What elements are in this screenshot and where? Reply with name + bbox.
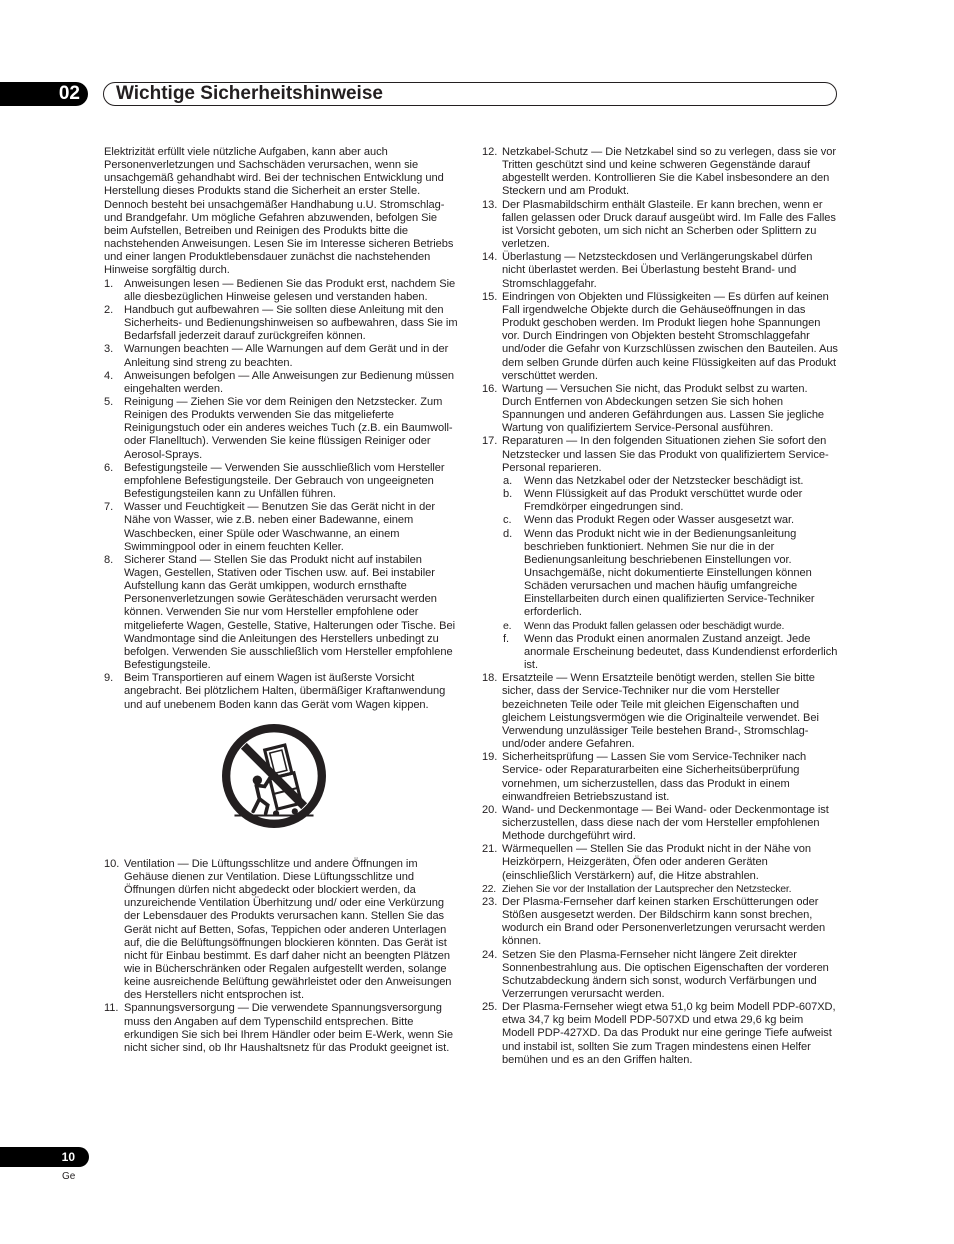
item-number: 2.: [104, 303, 114, 316]
item-number: 18.: [482, 672, 498, 685]
item-number: 10.: [104, 857, 120, 870]
chapter-badge: 02: [0, 82, 88, 106]
list-item: [482, 672, 838, 751]
item-number: 14.: [482, 251, 498, 264]
item-text: Reinigung — Ziehen Sie vor dem Reinigen den Netzstecker. Zum Reinigen des Produkts verwenden Sie das mitgelieferte Reinigungstuch oder ein anderes weiches Tuch (z.B. ein Baumwoll- oder Flanelltuch). Verwenden Sie keine flüssigen Reiniger oder Aerosol-Sprays.: [124, 395, 453, 461]
item-text: Setzen Sie den Plasma-Fernseher nicht längere Zeit direkter Sonnenbestrahlung aus. Die optischen Eigenschaften der vorderen Schutzabdeckung ändern sich sonst, wodurch Verfärbungen und Verzerrungen verursacht werden.: [502, 948, 829, 1000]
item-text: Wärmequellen — Stellen Sie das Produkt nicht in der Nähe von Heizkörpern, Heizgeräten, Öfen oder anderen Geräten (einschließlich Verstärkern) auf, die Hitze abstrahlen.: [502, 843, 812, 882]
item-text: Netzkabel-Schutz — Die Netzkabel sind so zu verlegen, dass sie vor Tritten geschützt sind und keine schweren Gegenstände darauf abgestellt werden. Kontrollieren Sie die Kabel insbesondere an den Steckern und am Produkt.: [502, 146, 836, 198]
item-number: 9.: [104, 672, 114, 685]
list-item: [482, 291, 838, 383]
item-number: 5.: [104, 395, 114, 408]
item-number: 1.: [104, 277, 114, 290]
sub-list-item: [502, 528, 838, 620]
item-number: 16.: [482, 382, 498, 395]
sub-list-item: [502, 514, 838, 527]
item-text: Handbuch gut aufbewahren — Sie sollten diese Anleitung mit den Sicherheits- und Bedienungshinweisen so aufbewahren, dass Sie im Bedarfsfall jederzeit darauf zurückgreifen können.: [124, 303, 458, 343]
sub-item-text: Wenn das Produkt fallen gelassen oder beschädigt wurde.: [524, 619, 785, 632]
item-text: Beim Transportieren auf einem Wagen ist äußerste Vorsicht angebracht. Bei plötzlichem Halten, übermäßiger Kraftanwendung und auf unebenem Boden kann das Gerät vom Wagen kippen.: [124, 672, 446, 711]
item-text: Ersatzteile — Wenn Ersatzteile benötigt werden, stellen Sie bitte sicher, dass der Service-Techniker nur die vom Hersteller bezeichneten Teile oder Teile mit gleichen Eigenschaften und gleichem Leistungsvermögen wie die Originalteile verwendet. Bei Verwendung unzulässiger Teile bestehen Brand-, Stromschlag- und/oder andere Gefahren.: [502, 672, 819, 751]
list-item: [482, 751, 838, 804]
sub-list-item: [502, 620, 838, 633]
item-number: 13.: [482, 198, 498, 211]
item-text: Sicherheitsprüfung — Lassen Sie vom Service-Techniker nach Service- oder Reparaturarbeiten eine Sicherheitsüberprüfung vornehmen, um sicherzustellen, dass das Produkt in einem einwandfreien Betriebszustand ist.: [502, 751, 807, 803]
item-text: Wasser und Feuchtigkeit — Benutzen Sie das Gerät nicht in der Nähe von Wasser, wie z.B. neben einer Badewanne, einem Waschbecken, einer Spüle oder Waschwanne, an einem Swimmingpool oder in einem feuchten Keller.: [124, 501, 436, 553]
item-text: Anweisungen befolgen — Alle Anweisungen zur Bedienung müssen eingehalten werden.: [124, 369, 455, 395]
list-item: [482, 383, 838, 436]
page-number: 10: [0, 1147, 89, 1167]
item-number: 22.: [482, 882, 496, 895]
item-text: Der Plasma-Fernseher darf keinen starken Erschütterungen oder Stößen ausgesetzt werden. Der Bildschirm kann sonst brechen, wodurch ein Brand oder Personenverletzungen verursacht werden können.: [502, 895, 826, 948]
item-number: 7.: [104, 501, 114, 514]
list-item: [104, 304, 458, 343]
list-item: [482, 843, 838, 882]
list-item: [104, 501, 458, 554]
sub-list-item: [502, 633, 838, 672]
list-item: [482, 949, 838, 1002]
list-item: [482, 804, 838, 843]
item-number: 11.: [104, 1002, 119, 1015]
item-number: 20.: [482, 803, 498, 816]
list-item: [104, 462, 458, 501]
list-item: [104, 858, 458, 1003]
section-title: Wichtige Sicherheitshinweise: [116, 83, 383, 104]
list-item: [482, 146, 838, 199]
item-text: Wartung — Versuchen Sie nicht, das Produkt selbst zu warten. Durch Entfernen von Abdeckungen setzen Sie sich hohen Spannungen und anderen Gefährdungen aus. Lassen Sie jegliche Wartung von qualifiziertem Service-Personal ausführen.: [502, 382, 825, 435]
item-number: 24.: [482, 948, 498, 961]
list-item: [482, 896, 838, 949]
item-number: 8.: [104, 553, 114, 566]
sub-item-letter: b.: [503, 488, 513, 501]
list-item: [482, 251, 838, 290]
list-item: [482, 1001, 838, 1067]
list-item: [104, 370, 458, 396]
sub-item-text: Wenn das Produkt Regen oder Wasser ausgesetzt war.: [524, 514, 795, 527]
item-number: 15.: [482, 290, 498, 303]
item-number: 23.: [482, 895, 498, 908]
safety-list-part-1: [104, 278, 458, 712]
list-item: [482, 199, 838, 252]
item-number: 3.: [104, 343, 114, 356]
safety-list-part-3: [482, 146, 838, 1067]
list-item: [482, 435, 838, 672]
item-text: Der Plasma-Fernseher wiegt etwa 51,0 kg beim Modell PDP-607XD, etwa 34,7 kg beim Modell PDP-507XD und etwa 29,6 kg beim Modell PDP-427XD. Da das Produkt nur eine geringe Tiefe aufweist und instabil ist, sollten Sie zum Tragen mindestens einen Helfer bemühen und es an den Griffen halten.: [502, 1001, 836, 1066]
item-number: 17.: [482, 435, 498, 448]
sub-item-letter: a.: [503, 474, 513, 487]
item-number: 4.: [104, 369, 114, 382]
repair-situations-list: [502, 475, 838, 672]
item-number: 6.: [104, 461, 114, 474]
item-text: Eindringen von Objekten und Flüssigkeiten — Es dürfen auf keinen Fall irgendwelche Objekte durch die Gehäuseöffnungen in das Produkt geschoben werden. Im Produkt liegen hohe Spannungen vor. Durch Eindringen von Objekten besteht Stromschlaggefahr und/oder die Gefahr von Kurzschlüssen zwischen den Bauteilen. Aus dem selben Grunde dürfen auch keine Flüssigkeiten auf das Produkt verschüttet werden.: [502, 290, 838, 382]
list-item: [104, 1002, 458, 1055]
cart-warning-pictogram: [104, 724, 458, 852]
safety-list-part-2: [104, 858, 458, 1055]
sub-item-text: Wenn das Produkt einen anormalen Zustand anzeigt. Jede anormale Erscheinung bedeutet, dass Kundendienst erforderlich ist.: [524, 632, 838, 672]
sub-item-letter: c.: [503, 514, 512, 527]
item-text: Reparaturen — In den folgenden Situationen ziehen Sie sofort den Netzstecker und lassen Sie das Produkt von qualifiziertem Service-Personal reparieren.: [502, 435, 829, 474]
sub-list-item: [502, 475, 838, 488]
item-text: Anweisungen lesen — Bedienen Sie das Produkt erst, nachdem Sie alle diesbezüglichen Hinweise gelesen und verstanden haben.: [124, 277, 456, 303]
sub-item-text: Wenn Flüssigkeit auf das Produkt verschüttet wurde oder Fremdkörper eingedrungen sind.: [524, 488, 803, 514]
right-column: [482, 146, 838, 1067]
language-code: Ge: [62, 1171, 76, 1182]
section-title-bar: [103, 82, 837, 106]
list-item: [104, 672, 458, 711]
list-item: [104, 278, 458, 304]
item-text: Warnungen beachten — Alle Warnungen auf dem Gerät und in der Anleitung sind streng zu beachten.: [124, 343, 449, 369]
item-text: Überlastung — Netzsteckdosen und Verlängerungskabel dürfen nicht überlastet werden. Bei Überlastung besteht Brand- und Stromschlaggefahr.: [502, 251, 813, 290]
item-text: Ventilation — Die Lüftungsschlitze und andere Öffnungen im Gehäuse dienen zur Ventilation. Diese Lüftungsschlitze und Öffnungen dürfen nicht abgedeckt oder blockiert werden, da unzureichende Ventilation Überhitzung und/ oder eine Verkürzung der Lebensdauer des Produkts verursachen kann. Stellen Sie das Gerät nicht auf Betten, Sofas, Teppichen oder anderen Unterlagen auf, die die Belüftungsöffnungen blockieren könnten. Das Gerät ist nicht für Einbau bestimmt. Es darf daher nicht an beengten Plätzen wie in Bücherschränken oder Regalen aufgestellt werden, solange keine ausreichende Belüftung gewährleistet oder den Anweisungen des Herstellers nicht entsprochen ist.: [124, 857, 452, 1002]
list-item: [482, 883, 838, 896]
sub-item-letter: d.: [503, 527, 513, 540]
left-column: [104, 146, 458, 1055]
sub-item-text: Wenn das Netzkabel oder der Netzstecker beschädigt ist.: [524, 474, 804, 487]
cart-tip-over-icon: [222, 724, 326, 828]
item-text: Sicherer Stand — Stellen Sie das Produkt nicht auf instabilen Wagen, Gestellen, Stativen oder Tischen usw. auf. Bei instabiler Aufstellung kann das Gerät umkippen, wodurch ernsthafte Personenverletzungen sowie Geräteschäden verursacht werden können. Verwenden Sie nur vom Hersteller empfohlene oder mitgelieferte Wagen, Gestelle, Stative, Halterungen oder Tische. Bei Wandmontage sind die Anleitungen des Herstellers unbedingt zu befolgen. Verwenden Sie ausschließlich vom Hersteller empfohlene Befestigungsteile.: [124, 553, 456, 672]
intro-paragraph: Elektrizität erfüllt viele nützliche Aufgaben, kann aber auch Personenverletzungen und Sachschäden verursachen, wenn sie unsachgemäß gehandhabt wird. Bei der technischen Entwicklung und Herstellung dieses Produkts stand die Sicherheit an erster Stelle. Dennoch besteht bei unsachgemäßer Handhabung u.U. Stromschlag- und Brandgefahr. Um mögliche Gefahren abzuwenden, befolgen Sie beim Aufstellen, Betreiben und Reinigen des Produkts bitte die nachstehenden Anweisungen. Lesen Sie im Interesse sicheren Betriebs und einer langen Produktlebensdauer zunächst die nachstehenden Hinweise sorgfältig durch.: [104, 146, 454, 277]
sub-list-item: [502, 488, 838, 514]
item-text: Ziehen Sie vor der Installation der Lautsprecher den Netzstecker.: [502, 882, 792, 895]
list-item: [104, 554, 458, 672]
item-text: Wand- und Deckenmontage — Bei Wand- oder Deckenmontage ist sicherzustellen, dass diese nach der vom Hersteller empfohlenen Methode durchgeführt wird.: [502, 803, 829, 843]
list-item: [104, 343, 458, 369]
sub-item-letter: f.: [503, 632, 510, 645]
sub-item-letter: e.: [503, 619, 512, 632]
item-number: 12.: [482, 146, 498, 158]
item-text: Spannungsversorgung — Die verwendete Spannungsversorgung muss den Angaben auf dem Typenschild entsprechen. Bitte erkundigen Sie sich bei Ihrem Händler oder beim E-Werk, wenn Sie nicht sicher sind, ob Ihr Haushaltsnetz für das Produkt geeignet ist.: [124, 1002, 453, 1054]
item-number: 21.: [482, 843, 498, 856]
item-text: Der Plasmabildschirm enthält Glasteile. Er kann brechen, wenn er fallen gelassen oder Druck darauf ausgeübt wird. Im Falle des Falles ist Vorsicht geboten, um sich nicht an Scherben oder Splittern zu verletzen.: [502, 198, 836, 251]
item-number: 19.: [482, 751, 498, 764]
list-item: [104, 396, 458, 462]
item-text: Befestigungsteile — Verwenden Sie ausschließlich vom Hersteller empfohlene Befestigungsteile. Der Gebrauch von ungeeigneten Befestigungsteilen kann zu Unfällen führen.: [124, 461, 445, 501]
sub-item-text: Wenn das Produkt nicht wie in der Bedienungsanleitung beschrieben funktioniert. Nehmen Sie nur die in der Bedienungsanleitung beschriebenen Einstellungen vor. Unsachgemäße, nicht dokumentierte Einstellungen können Schäden verursachen und machen häufig umfangreiche Einstellarbeiten durch einen qualifizierten Service-Techniker erforderlich.: [524, 527, 815, 619]
item-number: 25.: [482, 1001, 498, 1014]
